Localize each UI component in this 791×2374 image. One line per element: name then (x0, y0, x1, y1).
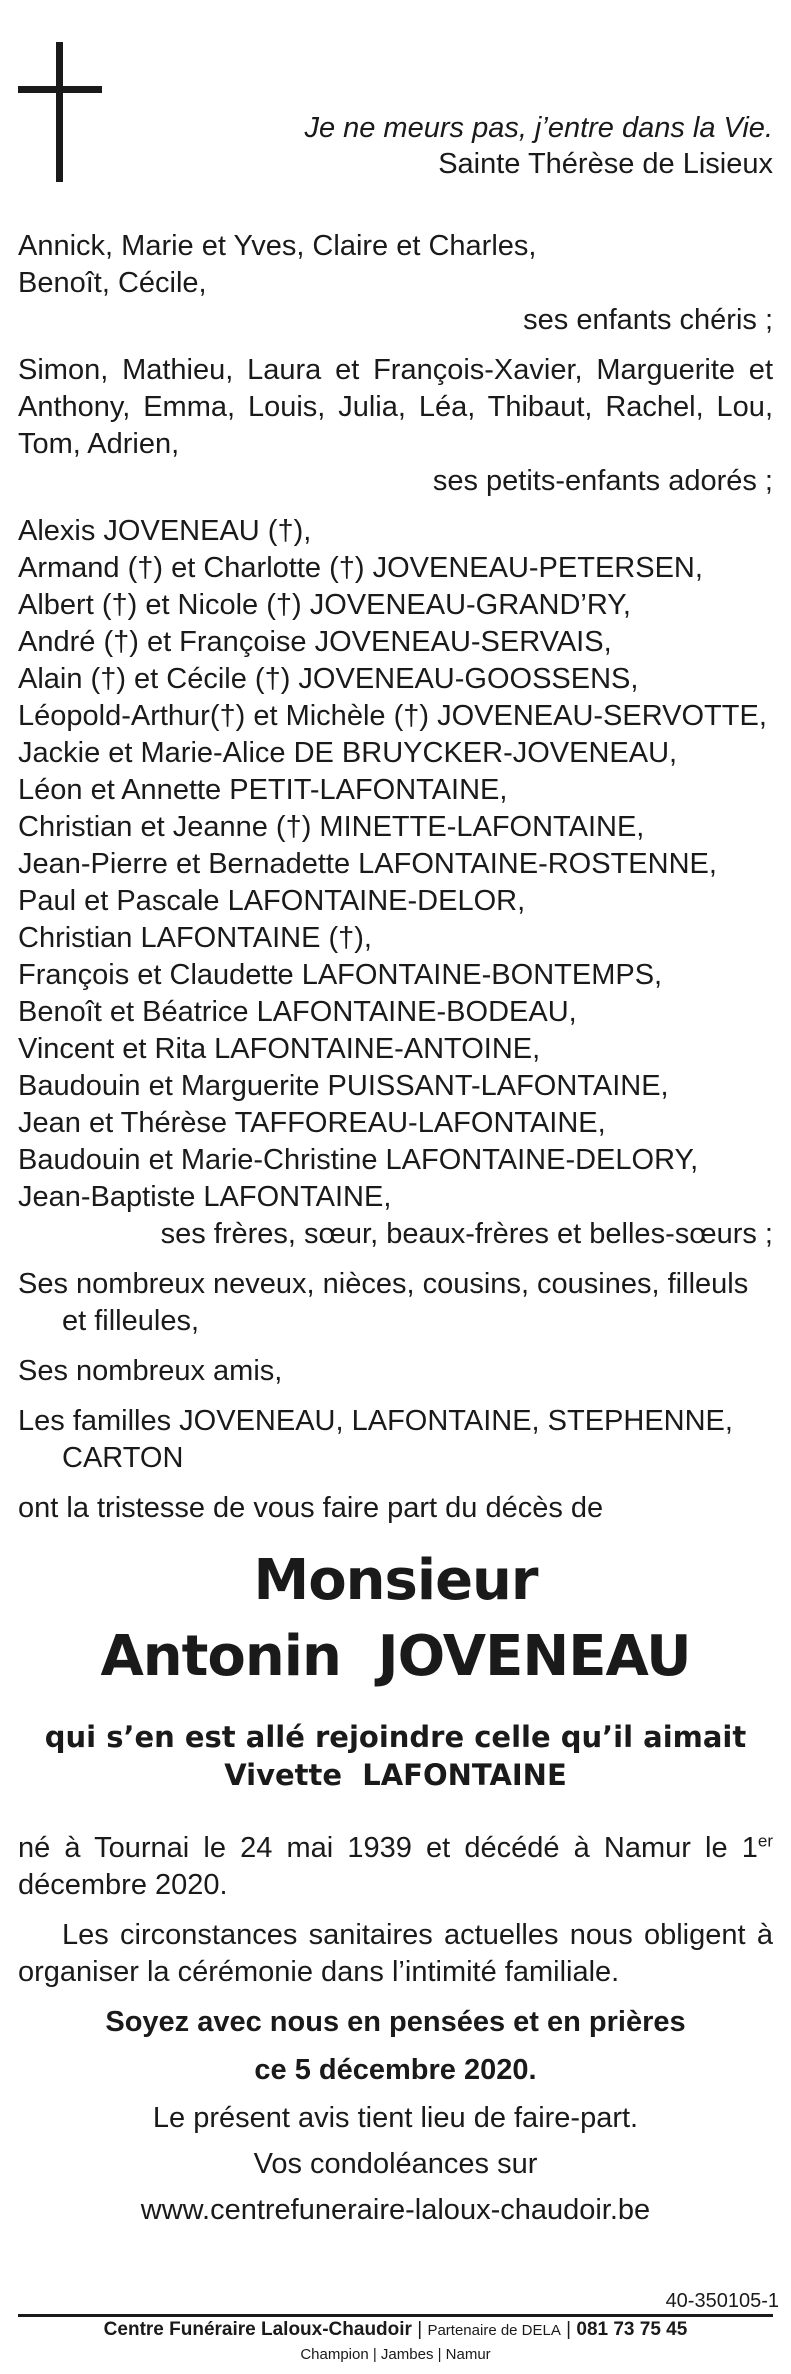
sibling-entry: Alain (†) et Cécile (†) JOVENEAU-GOOSSENS, (18, 663, 639, 695)
grandchildren-role: ses petits-enfants adorés ; (432, 465, 773, 497)
separator: | (411, 2319, 428, 2340)
deceased-title (0, 1543, 791, 1695)
children-names: Annick, Marie et Yves, Claire et Charles, Benoît, Cécile, (18, 230, 537, 299)
sibling-entry: Benoît et Béatrice LAFONTAINE-BODEAU, (18, 996, 577, 1028)
sibling-entry: François et Claudette LAFONTAINE-BONTEMPS, (18, 959, 663, 991)
friends: Ses nombreux amis, (18, 1355, 283, 1387)
footer-divider (18, 2314, 773, 2317)
sibling-entry: Jean-Baptiste LAFONTAINE, (18, 1181, 392, 1213)
birth-death-end: décembre 2020. (18, 1869, 228, 1901)
sibling-entry: Jean et Thérèse TAFFOREAU-LAFONTAINE, (18, 1107, 606, 1139)
sibling-entry: Vincent et Rita LAFONTAINE-ANTOINE, (18, 1033, 541, 1065)
sibling-entry: Armand (†) et Charlotte (†) JOVENEAU-PETERSEN, (18, 552, 703, 584)
notice-text: Le présent avis tient lieu de faire-part. (152, 2102, 639, 2134)
cross-icon (18, 42, 102, 182)
families: Les familles JOVENEAU, LAFONTAINE, STEPHENNE, CARTON (18, 1405, 733, 1474)
children-role: ses enfants chéris ; (523, 304, 773, 336)
sibling-entry: André (†) et Françoise JOVENEAU-SERVAIS, (18, 626, 612, 658)
sibling-entry: Léon et Annette PETIT-LAFONTAINE, (18, 774, 508, 806)
spouse-name: Vivette LAFONTAINE (224, 1758, 567, 1792)
sibling-entry: Léopold-Arthur(†) et Michèle (†) JOVENEAU-SERVOTTE, (18, 700, 767, 732)
relatives: Ses nombreux neveux, nièces, cousins, cousines, filleuls et filleules, (18, 1268, 749, 1337)
phone[interactable]: 081 73 75 45 (576, 2319, 688, 2340)
sibling-entry: Baudouin et Marguerite PUISSANT-LAFONTAINE, (18, 1070, 669, 1102)
birth-death (18, 1830, 773, 1904)
partner: Partenaire de DELA (427, 2322, 561, 2339)
ordinal-sup: er (757, 1831, 773, 1851)
sibling-entry: Alexis JOVENEAU (†), (18, 515, 312, 547)
condolences-url[interactable]: www.centrefuneraire-laloux-chaudoir.be (140, 2194, 651, 2226)
rejoined-text: qui s’en est allé rejoindre celle qu’il aimait (44, 1720, 747, 1754)
epigraph (304, 110, 773, 182)
notice-body (18, 1830, 773, 2229)
reference-number: 40-350105-1 (665, 2290, 779, 2312)
announcement: ont la tristesse de vous faire part du décès de (18, 1492, 604, 1524)
deceased-salutation: Monsieur (253, 1548, 538, 1613)
sibling-entry: Jean-Pierre et Bernadette LAFONTAINE-ROSTENNE, (18, 848, 717, 880)
footer (0, 2318, 791, 2367)
birth-death-text: né à Tournai le 24 mai 1939 et décédé à Namur le 1 (18, 1832, 758, 1864)
company-name: Centre Funéraire Laloux-Chaudoir (103, 2319, 412, 2340)
sibling-entry: Christian LAFONTAINE (†), (18, 922, 372, 954)
siblings-role: ses frères, sœur, beaux-frères et belles-sœurs ; (160, 1218, 773, 1250)
epigraph-quote: Je ne meurs pas, j’entre dans la Vie. (304, 112, 773, 144)
separator: | (560, 2319, 577, 2340)
sibling-entry: Baudouin et Marie-Christine LAFONTAINE-DELORY, (18, 1144, 699, 1176)
siblings-list (18, 513, 773, 1216)
grandchildren-names: Simon, Mathieu, Laura et François-Xavier, Marguerite et Anthony, Emma, Louis, Julia, Léa, Thibaut, Rachel, Lou, Tom, Adrien, (18, 354, 773, 460)
prayer-line2: ce 5 décembre 2020. (254, 2054, 537, 2086)
sibling-entry: Christian et Jeanne (†) MINETTE-LAFONTAINE, (18, 811, 645, 843)
deceased-subtitle (0, 1718, 791, 1794)
circumstances: Les circonstances sanitaires actuelles nous obligent à organiser la cérémonie dans l’intimité familiale. (18, 1919, 773, 1988)
sibling-entry: Albert (†) et Nicole (†) JOVENEAU-GRAND’RY, (18, 589, 631, 621)
locations: Champion | Jambes | Namur (300, 2346, 491, 2363)
condolences-line: Vos condoléances sur (253, 2148, 538, 2180)
sibling-entry: Jackie et Marie-Alice DE BRUYCKER-JOVENEAU, (18, 737, 678, 769)
sibling-entry: Paul et Pascale LAFONTAINE-DELOR, (18, 885, 526, 917)
deceased-name: Antonin JOVENEAU (100, 1624, 691, 1689)
footer-main (0, 2318, 791, 2343)
epigraph-author: Sainte Thérèse de Lisieux (438, 148, 773, 180)
family-list (18, 228, 773, 1527)
prayer-line1: Soyez avec nous en pensées et en prières (105, 2006, 686, 2038)
